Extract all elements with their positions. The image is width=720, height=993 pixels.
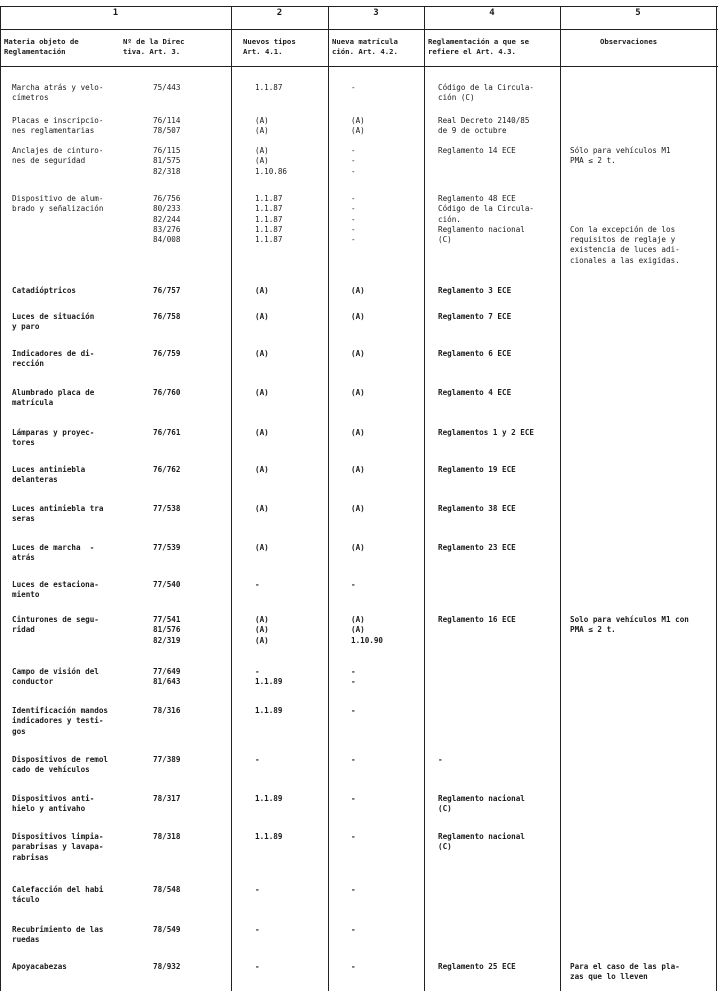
cell-nuevos-tipos: (A) (A) (A) (255, 615, 269, 645)
cell-materia: Luces antiniebla tra seras (12, 504, 104, 524)
cell-nueva-matriculacion: (A) (351, 349, 365, 358)
cell-nuevos-tipos: (A) (A) (255, 116, 269, 136)
cell-materia: Marcha atrás y velo- címetros (12, 83, 104, 103)
cell-nuevos-tipos: - (255, 885, 260, 894)
header-directiva: Nº de la Direc tiva. Art. 3. (123, 37, 185, 56)
cell-directiva: 76/758 (153, 312, 181, 321)
cell-reglamentacion: Código de la Circula- ción (C) (438, 83, 535, 103)
column-number-3: 3 (373, 8, 379, 18)
row-rule (0, 6, 718, 7)
cell-nuevos-tipos: 1.1.87 1.1.87 1.1.87 1.1.87 1.1.87 (255, 194, 283, 245)
cell-materia: Catadióptricos (12, 286, 77, 295)
cell-reglamentacion: Reglamento 19 ECE (438, 465, 516, 474)
cell-directiva: 77/540 (153, 580, 181, 589)
column-rule (716, 6, 717, 991)
column-number-5: 5 (635, 8, 641, 18)
cell-reglamentacion: Reglamento 4 ECE (438, 388, 512, 397)
cell-nueva-matriculacion: - (351, 794, 356, 803)
cell-directiva: 78/549 (153, 925, 181, 934)
cell-reglamentacion: Reglamento 25 ECE (438, 962, 516, 971)
cell-nuevos-tipos: 1.1.87 (255, 83, 283, 92)
cell-materia: Luces antiniebla delanteras (12, 465, 86, 485)
cell-reglamentacion: - (438, 755, 443, 764)
cell-nueva-matriculacion: (A) (A) (351, 116, 365, 136)
cell-nuevos-tipos: (A) (255, 312, 269, 321)
cell-materia: Dispositivos anti- hielo y antivaho (12, 794, 95, 814)
cell-nueva-matriculacion: (A) (351, 312, 365, 321)
cell-nueva-matriculacion: (A) (351, 388, 365, 397)
cell-materia: Dispositivos de remol cado de vehículos (12, 755, 109, 775)
cell-nuevos-tipos: (A) (A) 1.10.86 (255, 146, 288, 176)
column-rule (0, 6, 1, 991)
cell-nuevos-tipos: (A) (255, 286, 269, 295)
cell-nueva-matriculacion: - - - (351, 146, 356, 176)
cell-materia: Dispositivo de alum- brado y señalización (12, 194, 104, 214)
column-number-2: 2 (276, 8, 283, 18)
cell-materia: Anclajes de cinturo- nes de seguridad (12, 146, 104, 166)
column-rule (424, 6, 425, 991)
cell-nueva-matriculacion: - (351, 83, 356, 92)
cell-nuevos-tipos: - (255, 755, 260, 764)
cell-materia: Indicadores de di- rección (12, 349, 95, 369)
cell-materia: Luces de estaciona- miento (12, 580, 99, 600)
cell-reglamentacion: Reglamento nacional (C) (438, 794, 525, 814)
cell-directiva: 78/318 (153, 832, 181, 841)
cell-directiva: 77/649 81/643 (153, 667, 181, 687)
cell-nueva-matriculacion: - - - - - (351, 194, 356, 245)
cell-nueva-matriculacion: - (351, 832, 356, 841)
cell-nueva-matriculacion: (A) (351, 504, 365, 513)
cell-reglamentacion: Real Decreto 2140/85 de 9 de octubre (438, 116, 530, 136)
cell-directiva: 77/538 (153, 504, 181, 513)
cell-materia: Alumbrado placa de matrícula (12, 388, 95, 408)
cell-nueva-matriculacion: - (351, 755, 356, 764)
cell-materia: Campo de visión del conductor (12, 667, 99, 687)
cell-directiva: 76/762 (153, 465, 181, 474)
cell-materia: Identificación mandos indicadores y testi- gos (12, 706, 109, 736)
cell-directiva: 76/760 (153, 388, 181, 397)
cell-observaciones: Solo para vehículos M1 con PMA ≤ 2 t. (570, 615, 689, 635)
cell-directiva: 78/548 (153, 885, 181, 894)
cell-nuevos-tipos: (A) (255, 465, 269, 474)
cell-nueva-matriculacion: - - (351, 667, 356, 687)
cell-reglamentacion: Reglamento 7 ECE (438, 312, 512, 321)
cell-nuevos-tipos: 1.1.89 (255, 706, 283, 715)
cell-materia: Placas e inscripcio- nes reglamentarias (12, 116, 104, 136)
cell-nueva-matriculacion: - (351, 885, 356, 894)
row-rule (0, 66, 718, 67)
cell-directiva: 76/115 81/575 82/318 (153, 146, 181, 176)
cell-nueva-matriculacion: - (351, 925, 356, 934)
cell-nuevos-tipos: (A) (255, 543, 269, 552)
cell-reglamentacion: Reglamentos 1 y 2 ECE (438, 428, 535, 437)
cell-reglamentacion: Reglamento 48 ECE Código de la Circula- ción. Reglamento nacional (C) (438, 194, 535, 245)
cell-directiva: 77/541 81/576 82/319 (153, 615, 181, 645)
column-rule (231, 6, 232, 991)
cell-nuevos-tipos: - (255, 580, 260, 589)
cell-directiva: 76/756 80/233 82/244 83/276 84/008 (153, 194, 181, 245)
cell-nuevos-tipos: (A) (255, 388, 269, 397)
cell-directiva: 76/114 78/507 (153, 116, 181, 136)
cell-nueva-matriculacion: (A) (351, 465, 365, 474)
cell-reglamentacion: Reglamento 23 ECE (438, 543, 516, 552)
header-materia: Materia objeto de Reglamentación (4, 37, 79, 56)
cell-materia: Dispositivos limpia- parabrisas y lavapa- rabrisas (12, 832, 104, 862)
cell-nuevos-tipos: (A) (255, 349, 269, 358)
cell-directiva: 77/389 (153, 755, 181, 764)
cell-nuevos-tipos: - (255, 962, 260, 971)
header-reglamentacion: Reglamentación a que se refiere el Art. 4.3. (428, 37, 530, 56)
column-rule (560, 6, 561, 991)
cell-nuevos-tipos: - (255, 925, 260, 934)
cell-reglamentacion: Reglamento 3 ECE (438, 286, 512, 295)
cell-nuevos-tipos: (A) (255, 504, 269, 513)
cell-nuevos-tipos: (A) (255, 428, 269, 437)
column-rule (328, 6, 329, 991)
cell-directiva: 78/316 (153, 706, 181, 715)
cell-materia: Recubrimiento de las ruedas (12, 925, 104, 945)
cell-nueva-matriculacion: (A) (351, 428, 365, 437)
cell-nueva-matriculacion: (A) (351, 286, 365, 295)
row-rule (0, 29, 718, 30)
cell-directiva: 78/932 (153, 962, 181, 971)
cell-materia: Luces de situación y paro (12, 312, 95, 332)
cell-nuevos-tipos: - 1.1.89 (255, 667, 283, 687)
cell-observaciones: Para el caso de las pla- zas que lo lleven (570, 962, 680, 982)
cell-nuevos-tipos: 1.1.89 (255, 832, 283, 841)
cell-observaciones: Con la excepción de los requisitos de reglaje y existencia de luces adi- cionales a las exigidas. (570, 224, 680, 265)
column-number-4: 4 (489, 8, 495, 18)
cell-directiva: 77/539 (153, 543, 181, 552)
cell-reglamentacion: Reglamento 38 ECE (438, 504, 516, 513)
header-observaciones: Observaciones (600, 37, 658, 46)
cell-materia: Luces de marcha - atrás (12, 543, 95, 563)
cell-reglamentacion: Reglamento nacional (C) (438, 832, 525, 852)
cell-reglamentacion: Reglamento 16 ECE (438, 615, 516, 624)
header-nueva-matriculacion: Nueva matrícula ción. Art. 4.2. (332, 37, 398, 56)
cell-reglamentacion: Reglamento 6 ECE (438, 349, 512, 358)
cell-directiva: 75/443 (153, 83, 181, 92)
cell-materia: Lámparas y proyec- tores (12, 428, 95, 448)
cell-observaciones: Sólo para vehículos M1 PMA ≤ 2 t. (570, 146, 671, 166)
cell-nueva-matriculacion: (A) (A) 1.10.90 (351, 615, 384, 645)
cell-nueva-matriculacion: (A) (351, 543, 365, 552)
header-nuevos-tipos: Nuevos tipos Art. 4.1. (243, 37, 296, 56)
cell-directiva: 78/317 (153, 794, 181, 803)
cell-materia: Apoyacabezas (12, 962, 67, 971)
column-number-1: 1 (112, 8, 119, 18)
cell-nuevos-tipos: 1.1.89 (255, 794, 283, 803)
cell-materia: Cinturones de segu- ridad (12, 615, 99, 635)
cell-directiva: 76/759 (153, 349, 181, 358)
cell-nueva-matriculacion: - (351, 706, 356, 715)
cell-nueva-matriculacion: - (351, 580, 356, 589)
cell-nueva-matriculacion: - (351, 962, 356, 971)
cell-reglamentacion: Reglamento 14 ECE (438, 146, 516, 155)
cell-directiva: 76/757 (153, 286, 181, 295)
cell-directiva: 76/761 (153, 428, 181, 437)
cell-materia: Calefacción del habi táculo (12, 885, 104, 905)
